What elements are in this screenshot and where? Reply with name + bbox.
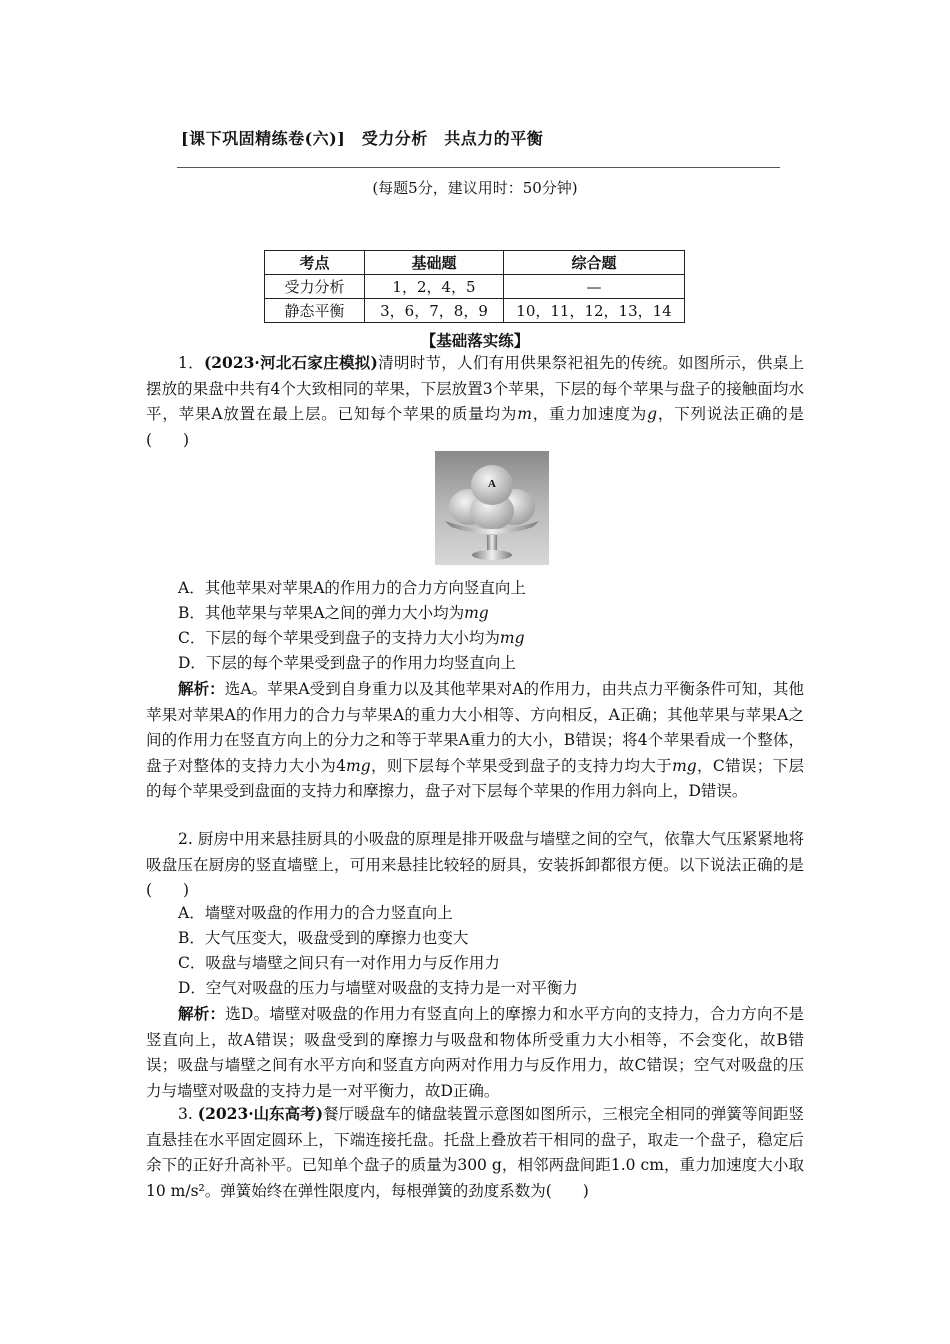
time-note: (每题5分，建议用时：50分钟) (372, 179, 578, 197)
table-header-cell: 基础题 (365, 251, 504, 275)
stem-text: 餐厅暖盘车的储盘装置示意图如图所示，三根完全相同的弹簧等间距竖直悬挂在水平固定圆环上，下端连接托盘。托盘上叠放若干相同的盘子，取走一个盘子，稳定后余下的正好升高补平。已知单个盘子的质量为300 g，相邻两盘间距1.0 cm，重力加速度大小取10 m/s²。弹簧始终在弹性限度内，每根弹簧的劲度系数为( ) (146, 1105, 804, 1200)
question-source: (2023·河北石家庄模拟) (203, 353, 378, 372)
question-source: (2023·山东高考) (197, 1104, 324, 1123)
question-number: 3. (178, 1105, 193, 1123)
question-1-option-b (178, 601, 489, 626)
table-cell: — (504, 275, 685, 299)
question-2-analysis (146, 1001, 804, 1104)
option-text: B．其他苹果与苹果A之间的弹力大小均为 (178, 604, 465, 622)
analysis-text: ，则下层每个苹果受到盘子的支持力均大于 (370, 756, 673, 775)
stem-text: 厨房中用来悬挂厨具的小吸盘的原理是排开吸盘与墙壁之间的空气，依靠大气压紧紧地将吸盘压在厨房的竖直墙壁上，可用来悬挂比较轻的厨具，安装拆卸都很方便。以下说法正确的是( ) (146, 830, 804, 900)
apple-a-label: A (488, 478, 496, 490)
table-cell: 静态平衡 (265, 299, 365, 323)
table-header-cell: 综合题 (504, 251, 685, 275)
table-cell: 受力分析 (265, 275, 365, 299)
header-divider (177, 167, 780, 168)
table-header-row (265, 251, 685, 275)
question-3-stem (146, 1101, 804, 1204)
question-1-option-c (178, 626, 525, 651)
question-2-option-d: D．空气对吸盘的压力与墙壁对吸盘的支持力是一对平衡力 (178, 979, 578, 997)
question-1-option-a: A．其他苹果对苹果A的作用力的合力方向竖直向上 (178, 579, 526, 597)
math-var: g (647, 405, 658, 424)
question-number: 2. (178, 830, 193, 848)
math-var: m (517, 405, 532, 424)
math-var: mg (464, 604, 489, 622)
analysis-label: 解析： (178, 1004, 226, 1023)
question-2-option-a: A．墙壁对吸盘的作用力的合力竖直向上 (178, 904, 453, 922)
apple-plate-figure (435, 451, 549, 565)
page-header: [课下巩固精练卷(六)] 受力分析 共点力的平衡 (181, 129, 544, 148)
math-var: mg (346, 756, 371, 775)
table-cell: 10，11，12，13，14 (504, 299, 685, 323)
math-var: mg (499, 629, 525, 647)
analysis-text: ，C错误；下层的每个苹果受到盘面的支持力和摩擦力，盘子对下层每个苹果的作用力斜向上，D错误。 (146, 756, 804, 801)
table-cell: 3，6，7，8，9 (365, 299, 504, 323)
topic-table (264, 250, 685, 323)
question-1-analysis (146, 676, 804, 805)
math-var: mg (672, 756, 697, 775)
table-row (265, 275, 685, 299)
question-2-option-c: C．吸盘与墙壁之间只有一对作用力与反作用力 (178, 954, 500, 972)
question-number: 1． (178, 354, 204, 372)
question-2-option-b: B．大气压变大，吸盘受到的摩擦力也变大 (178, 929, 469, 947)
section-title: 【基础落实练】 (420, 331, 530, 350)
analysis-text: 选D。墙壁对吸盘的作用力有竖直向上的摩擦力和水平方向的支持力，合力方向不是竖直向上，故A错误；吸盘受到的摩擦力与吸盘和物体所受重力大小相等，不会变化，故B错误；吸盘与墙壁之间有水平方向和竖直方向两对作用力与反作用力，故C错误；空气对吸盘的压力与墙壁对吸盘的支持力是一对平衡力，故D正确。 (146, 1005, 804, 1100)
question-1-stem (146, 350, 804, 453)
analysis-label: 解析： (178, 679, 225, 698)
table-row (265, 299, 685, 323)
table-header-cell: 考点 (265, 251, 365, 275)
analysis-text: 选A。苹果A受到自身重力以及其他苹果对A的作用力，由共点力平衡条件可知，其他苹果对苹果A的作用力的合力与苹果A的重力大小相等、方向相反，A正确；其他苹果与苹果A之间的作用力在竖直方向上的分力之和等于苹果A重力的大小，B错误；将4个苹果看成一个整体，盘子对整体的支持力大小为4 (146, 680, 804, 775)
question-2-stem (146, 827, 804, 904)
stem-text: ，重力加速度为 (531, 405, 648, 424)
stem-text: 清明时节，人们有用供果祭祀祖先的传统。如图所示，供桌上摆放的果盘中共有4个大致相同的苹果，下层放置3个苹果，下层的每个苹果与盘子的接触面均水平，苹果A放置在最上层。已知每个苹果的质量均为 (146, 354, 804, 424)
question-1-option-d: D．下层的每个苹果受到盘子的作用力均竖直向上 (178, 654, 516, 672)
stem-text: ，下列说法正确的是( ) (146, 405, 804, 449)
option-text: C．下层的每个苹果受到盘子的支持力大小均为 (178, 629, 500, 647)
table-cell: 1，2，4，5 (365, 275, 504, 299)
